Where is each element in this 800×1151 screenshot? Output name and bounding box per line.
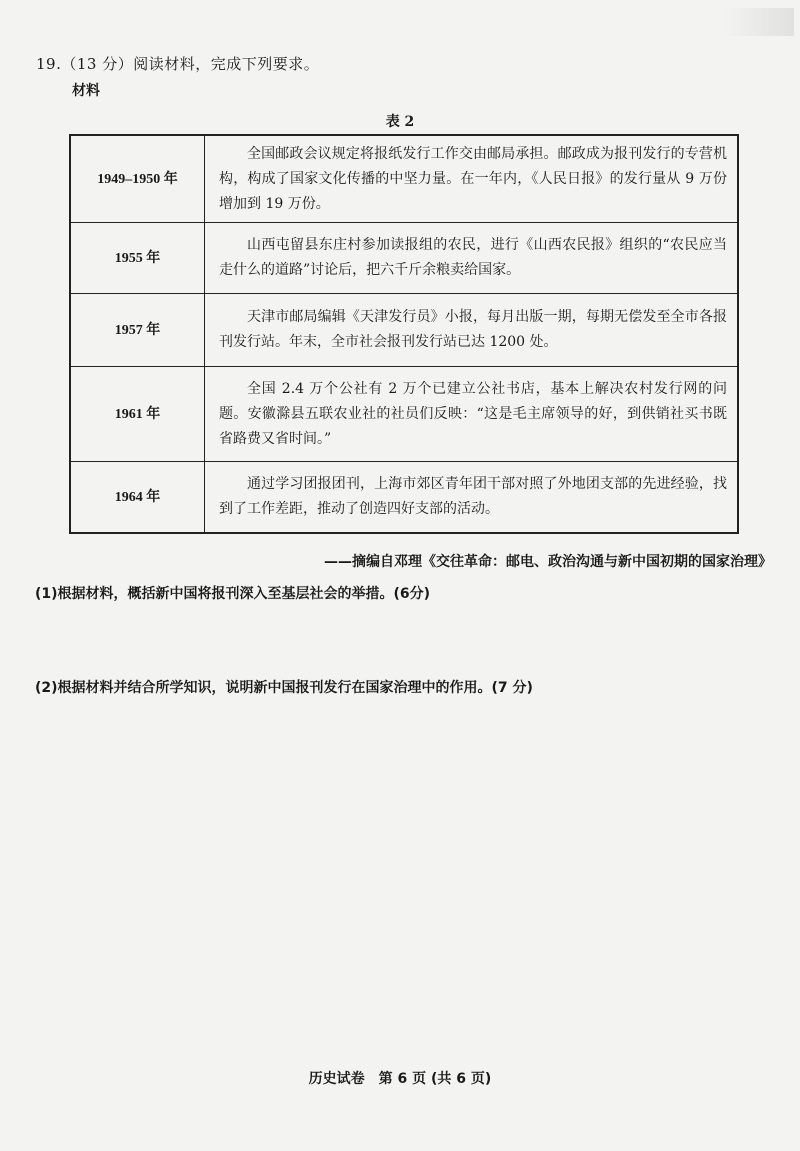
description-cell: 通过学习团报团刊，上海市郊区青年团干部对照了外地团支部的先进经验，找到了工作差距，推动了创造四好支部的活动。 [205, 462, 739, 534]
description-cell: 山西屯留县东庄村参加读报组的农民，进行《山西农民报》组织的“农民应当走什么的道路”讨论后，把六千斤余粮卖给国家。 [205, 223, 739, 294]
subquestion-1: (1)根据材料，概括新中国将报刊深入至基层社会的举措。(6分) [35, 586, 431, 602]
page-footer: 历史试卷 第 6 页 (共 6 页) [308, 1071, 492, 1087]
description-cell: 天津市邮局编辑《天津发行员》小报，每月出版一期，每期无偿发至全市各报刊发行站。年末，全市社会报刊发行站已达 1200 处。 [205, 294, 739, 367]
table-row [70, 294, 738, 367]
material-table [69, 134, 739, 534]
description-cell: 全国 2.4 万个公社有 2 万个已建立公社书店，基本上解决农村发行网的问题。安徽滁县五联农业社的社员们反映：“这是毛主席领导的好，到供销社买书既省路费又省时间。” [205, 367, 739, 462]
year-cell: 1957 年 [70, 294, 205, 367]
question-header: 19.（13 分）阅读材料，完成下列要求。 [36, 55, 320, 73]
material-label: 材料 [72, 83, 100, 99]
year-cell: 1964 年 [70, 462, 205, 534]
subquestion-2: (2)根据材料并结合所学知识，说明新中国报刊发行在国家治理中的作用。(7 分) [35, 680, 533, 696]
table-title: 表 2 [385, 114, 415, 130]
table-row [70, 135, 738, 223]
table-row [70, 367, 738, 462]
year-cell: 1949–1950 年 [70, 135, 205, 223]
description-cell: 全国邮政会议规定将报纸发行工作交由邮局承担。邮政成为报刊发行的专营机构，构成了国家文化传播的中坚力量。在一年内，《人民日报》的发行量从 9 万份增加到 19 万份。 [205, 135, 739, 223]
year-cell: 1961 年 [70, 367, 205, 462]
source-citation: ——摘编自邓理《交往革命：邮电、政治沟通与新中国初期的国家治理》 [324, 554, 772, 570]
scan-artifact [724, 8, 794, 36]
table-row [70, 462, 738, 534]
table-row [70, 223, 738, 294]
year-cell: 1955 年 [70, 223, 205, 294]
